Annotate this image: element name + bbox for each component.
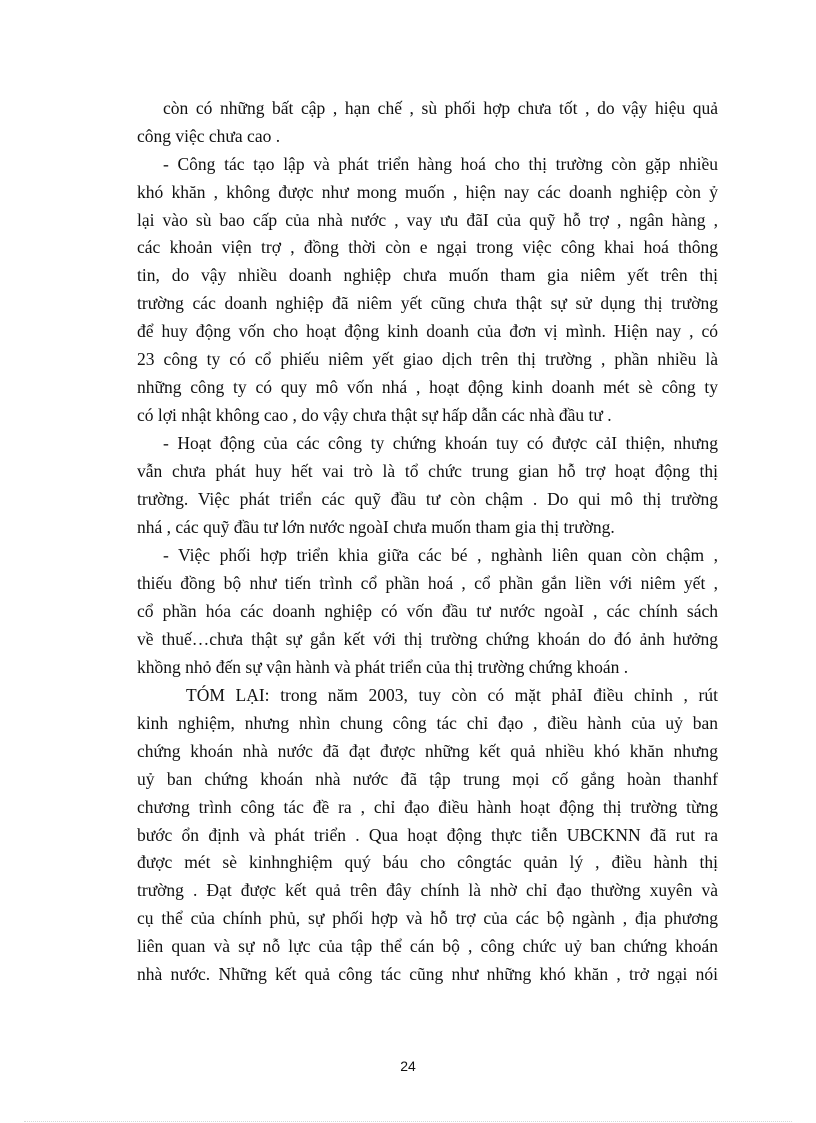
text-line: uỷ ban chứng khoán nhà nước đã tập trung mọi cố gắng hoàn thanhf — [137, 769, 718, 789]
text-line: liên quan và sự nỗ lực của tập thể cán bộ , công chức uỷ ban chứng khoán — [137, 936, 718, 956]
text-line: còn có những bất cập , hạn chế , sù phối hợp chưa tốt , do vậy hiệu quả — [163, 98, 718, 118]
text-line: về thuế…chưa thật sự gắn kết với thị trường chứng khoán do đó ảnh hưởng — [137, 629, 718, 649]
text-line: nhá , các quỹ đầu tư lớn nước ngoàI chưa muốn tham gia thị trường. — [137, 517, 615, 537]
text-line: công việc chưa cao . — [137, 126, 281, 146]
text-line: để huy động vốn cho hoạt động kinh doanh của đơn vị mình. Hiện nay , có — [137, 321, 718, 341]
text-line: - Công tác tạo lập và phát triển hàng hoá cho thị trường còn gặp nhiều — [163, 154, 718, 174]
text-line: cụ thể của chính phủ, sự phối hợp và hỗ trợ của các bộ ngành , địa phương — [137, 908, 718, 928]
page-number: 24 — [400, 1058, 416, 1074]
text-line: lại vào sù bao cấp của nhà nước , vay ưu đãI của quỹ hỗ trợ , ngân hàng , — [137, 210, 718, 230]
text-line: - Hoạt động của các công ty chứng khoán tuy có được cảI thiện, nhưng — [163, 433, 718, 453]
text-line: bước ổn định và phát triển . Qua hoạt động thực tiễn UBCKNN đã rut ra — [137, 825, 718, 845]
text-line: tin, do vậy nhiều doanh nghiệp chưa muốn tham gia niêm yết trên thị — [137, 265, 718, 285]
page-bottom-border — [24, 1121, 792, 1122]
text-line: chứng khoán nhà nước đã đạt được những kết quả nhiều khó khăn nhưng — [137, 741, 718, 761]
text-line: trường các doanh nghiệp đã niêm yết cũng chưa thật sự sử dụng thị trường — [137, 293, 718, 313]
text-line: được mét sè kinhnghiệm quý báu cho côngtác quản lý , điều hành thị — [137, 852, 718, 872]
text-line: trường. Việc phát triển các quỹ đầu tư còn chậm . Do qui mô thị trường — [137, 489, 718, 509]
text-line: chương trình công tác đề ra , chỉ đạo điều hành hoạt động thị trường từng — [137, 797, 718, 817]
text-line: - Việc phối hợp triển khia giữa các bé , nghành liên quan còn chậm , — [163, 545, 718, 565]
text-line: các khoản viện trợ , đồng thời còn e ngại trong việc công khai hoá thông — [137, 237, 718, 257]
text-line: những công ty có quy mô vốn nhá , hoạt động kinh doanh mét sè công ty — [137, 377, 718, 397]
text-line: khó khăn , không được như mong muốn , hiện nay các doanh nghiệp còn ỷ — [137, 182, 718, 202]
text-line: kinh nghiệm, nhưng nhìn chung công tác chỉ đạo , điều hành của uỷ ban — [137, 713, 718, 733]
text-line: thiếu đồng bộ như tiến trình cổ phần hoá , cổ phần gắn liền với niêm yết , — [137, 573, 718, 593]
text-line: vẫn chưa phát huy hết vai trò là tổ chức trung gian hỗ trợ hoạt động thị — [137, 461, 718, 481]
text-line: nhà nước. Những kết quả công tác cũng như những khó khăn , trở ngại nói — [137, 964, 718, 984]
text-line: 23 công ty có cổ phiếu niêm yết giao dịch trên thị trường , phần nhiều là — [137, 349, 718, 369]
text-line: trường . Đạt được kết quả trên đây chính là nhờ chỉ đạo thường xuyên và — [137, 880, 718, 900]
text-line: cổ phần hóa các doanh nghiệp có vốn đầu tư nước ngoàI , các chính sách — [137, 601, 718, 621]
text-line: khồng nhỏ đến sự vận hành và phát triển của thị trường chứng khoán . — [137, 657, 629, 677]
summary-heading-line: TÓM LẠI: trong năm 2003, tuy còn có mặt phảI điều chỉnh , rút — [186, 685, 718, 705]
text-line: có lợi nhật không cao , do vậy chưa thật sự hấp dẫn các nhà đầu tư . — [137, 405, 612, 425]
